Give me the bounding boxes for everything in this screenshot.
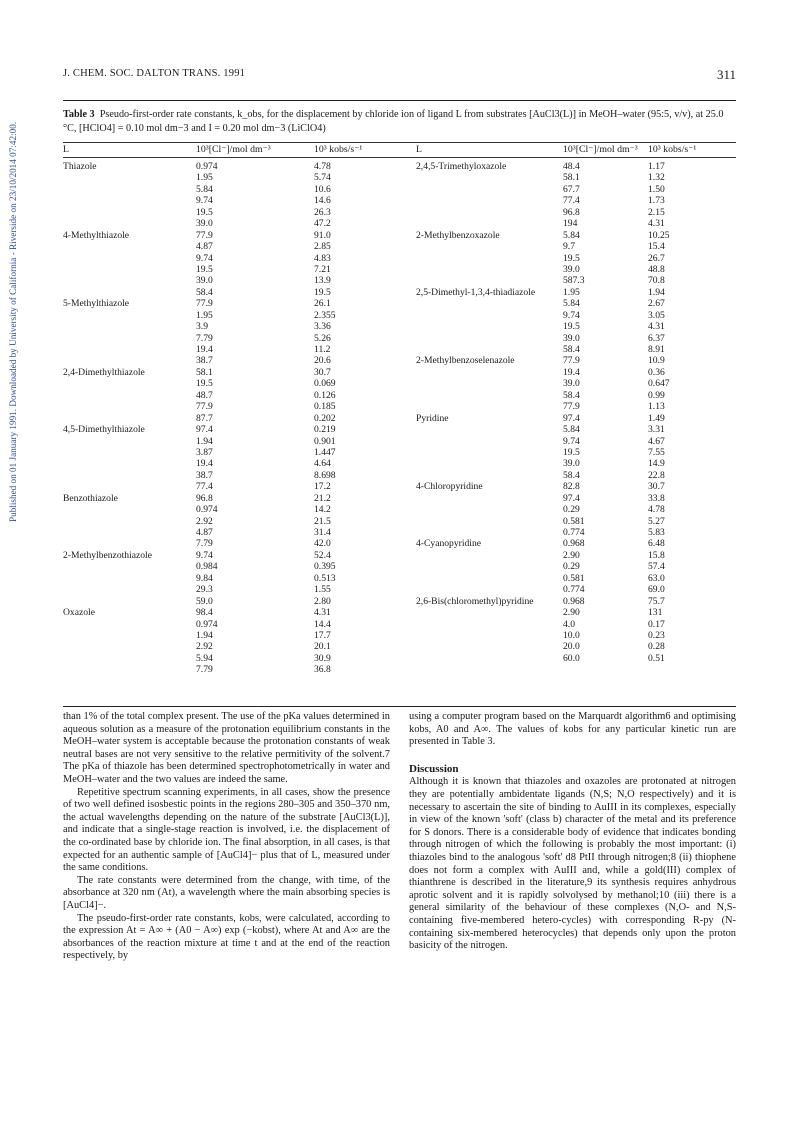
table-cell-ligand xyxy=(416,390,535,401)
table-cell-kobs: 0.17 xyxy=(648,618,665,630)
table-cell-cl: 98.4 xyxy=(196,607,213,619)
table-cell-cl: 2.92 xyxy=(196,515,213,527)
table-cell-kobs: 42.0 xyxy=(314,538,331,550)
table-cell-kobs: 11.2 xyxy=(314,344,331,355)
table-cell-kobs: 26.1 xyxy=(314,298,331,310)
table-cell-cl: 7.79 xyxy=(196,332,213,344)
table-cell-ligand xyxy=(63,527,152,538)
table-cell-cl: 1.95 xyxy=(563,286,580,298)
table-cell-cl: 58.4 xyxy=(563,344,580,355)
table-cell-kobs: 21.2 xyxy=(314,492,331,504)
table-cell-ligand xyxy=(63,596,152,607)
paragraph: than 1% of the total complex present. The use of the pKa values determined in aqueous solution as a measure of the protonation equilibrium constants in the MeOH–water system is acceptable because the protonation constants of weak neutral bases are not very sensitive to the relative permitivity of the solvent.7 The pKa of thiazole has been determined spectrophotometrically in water and MeOH–water and the two values are indeed the same. xyxy=(63,711,390,785)
table-cell-cl: 5.84 xyxy=(563,229,580,241)
table-cell-ligand: 4-Cyanopyridine xyxy=(416,538,482,550)
table-cell-kobs: 0.51 xyxy=(648,652,665,664)
table-cell-ligand xyxy=(416,493,535,504)
table-cell-kobs: 20.6 xyxy=(314,355,331,367)
table-cell-ligand: 5-Methylthiazole xyxy=(63,298,130,310)
table-cell-kobs: 1.49 xyxy=(648,412,665,424)
table-cell-ligand xyxy=(63,195,152,206)
table-cell-kobs: 1.73 xyxy=(648,195,665,207)
table-cell-cl: 9.7 xyxy=(563,241,575,253)
table-cell-kobs: 63.0 xyxy=(648,572,665,584)
table-cell-kobs: 2.85 xyxy=(314,241,331,253)
table-cell-cl: 1.94 xyxy=(196,629,213,641)
table-cell-kobs: 8.91 xyxy=(648,344,665,355)
table-cell-kobs: 0.069 xyxy=(314,378,336,390)
table-cell-kobs: 52.4 xyxy=(314,549,331,561)
table-cell-ligand xyxy=(63,561,152,572)
table-cell-cl: 0.29 xyxy=(563,504,580,516)
table-cell-kobs: 91.0 xyxy=(314,229,331,241)
table-cell-ligand xyxy=(416,447,535,458)
table-cell-kobs: 47.2 xyxy=(314,218,331,230)
table-cell-ligand xyxy=(416,470,535,481)
table-cell-ligand xyxy=(416,424,535,435)
table-cell-cl: 38.7 xyxy=(196,469,213,481)
table-cell-ligand xyxy=(63,287,152,298)
table-cell-cl: 5.84 xyxy=(196,183,213,195)
table-cell-kobs: 1.94 xyxy=(648,286,665,298)
table-cell-cl: 97.4 xyxy=(563,412,580,424)
table-cell-ligand xyxy=(416,264,535,275)
table-cell-cl: 67.7 xyxy=(563,183,580,195)
right-cl-column xyxy=(563,161,585,664)
table-cell-kobs: 14.9 xyxy=(648,458,665,470)
table-cell-cl: 0.968 xyxy=(563,595,585,607)
table-cell-cl: 9.74 xyxy=(196,195,213,207)
table-cell-kobs: 33.8 xyxy=(648,492,665,504)
table-cell-kobs: 0.23 xyxy=(648,629,665,641)
table-cell-ligand xyxy=(63,630,152,641)
table-cell-ligand xyxy=(416,584,535,595)
table-cell-kobs: 4.31 xyxy=(648,218,665,230)
table-label: Table 3 xyxy=(63,109,95,120)
table-cell-ligand xyxy=(63,653,152,664)
table-caption xyxy=(63,108,736,136)
table-cell-ligand xyxy=(416,218,535,229)
table-cell-cl: 58.1 xyxy=(563,172,580,184)
table-cell-cl: 1.95 xyxy=(196,309,213,321)
table-cell-cl: 5.94 xyxy=(196,652,213,664)
table-cell-cl: 39.0 xyxy=(196,218,213,230)
table-cell-cl: 87.7 xyxy=(196,412,213,424)
table-cell-ligand: 2,4,5-Trimethyloxazole xyxy=(416,161,507,172)
table-cell-ligand xyxy=(416,504,535,515)
table-cell-ligand xyxy=(416,458,535,469)
table-cell-ligand xyxy=(416,561,535,572)
table-cell-cl: 3.9 xyxy=(196,321,208,333)
table-cell-cl: 2.90 xyxy=(563,549,580,561)
table-cell-ligand xyxy=(63,241,152,252)
table-cell-cl: 82.8 xyxy=(563,481,580,493)
table-cell-ligand xyxy=(63,619,152,630)
journal-header: J. CHEM. SOC. DALTON TRANS. 1991 xyxy=(63,68,246,79)
table-cell-ligand xyxy=(416,607,535,618)
table-subhead-rule xyxy=(63,157,736,158)
table-cell-cl: 4.0 xyxy=(563,618,575,630)
table-cell-kobs: 4.78 xyxy=(648,504,665,516)
table-cell-ligand xyxy=(416,333,535,344)
table-cell-ligand: 2,6-Bis(chloromethyl)pyridine xyxy=(416,595,534,607)
table-cell-cl: 0.581 xyxy=(563,572,585,584)
table-cell-kobs: 0.647 xyxy=(648,378,670,390)
table-cell-cl: 3.87 xyxy=(196,446,213,458)
header-ligand-right: L xyxy=(416,144,422,155)
header-cl-right: 10³[Cl⁻]/mol dm⁻³ xyxy=(563,144,638,155)
table-cell-kobs: 0.219 xyxy=(314,424,336,436)
table-cell-cl: 77.9 xyxy=(196,401,213,413)
table-cell-kobs: 1.32 xyxy=(648,172,665,184)
table-cell-ligand xyxy=(416,619,535,630)
table-cell-ligand xyxy=(416,172,535,183)
table-cell-cl: 4.87 xyxy=(196,527,213,538)
table-cell-ligand: 4-Chloropyridine xyxy=(416,481,483,493)
table-cell-cl: 5.84 xyxy=(563,424,580,436)
table-cell-kobs: 1.50 xyxy=(648,183,665,195)
table-cell-kobs: 0.185 xyxy=(314,401,336,413)
table-cell-cl: 29.3 xyxy=(196,584,213,596)
table-cell-kobs: 21.5 xyxy=(314,515,331,527)
table-cell-ligand xyxy=(416,207,535,218)
table-cell-cl: 9.74 xyxy=(563,435,580,447)
table-cell-cl: 1.94 xyxy=(196,435,213,447)
table-cell-cl: 0.968 xyxy=(563,538,585,550)
table-cell-cl: 19.5 xyxy=(196,263,213,275)
table-cell-ligand xyxy=(416,344,535,355)
table-cell-cl: 0.974 xyxy=(196,161,218,172)
table-cell-kobs: 5.26 xyxy=(314,332,331,344)
table-cell-ligand xyxy=(416,253,535,264)
table-cell-ligand xyxy=(416,516,535,527)
table-cell-ligand: 2-Methylbenzoselenazole xyxy=(416,355,515,367)
right-ligand-column xyxy=(416,161,535,641)
table-cell-kobs: 0.513 xyxy=(314,572,336,584)
table-cell-cl: 0.774 xyxy=(563,584,585,596)
table-cell-cl: 77.9 xyxy=(196,298,213,310)
table-cell-cl: 194 xyxy=(563,218,578,230)
table-cell-cl: 5.84 xyxy=(563,298,580,310)
table-cell-kobs: 131 xyxy=(648,607,663,619)
table-cell-kobs: 4.83 xyxy=(314,252,331,264)
left-kobs-column xyxy=(314,161,336,676)
table-cell-cl: 97.4 xyxy=(563,492,580,504)
table-cell-kobs: 10.6 xyxy=(314,183,331,195)
table-cell-ligand xyxy=(63,413,152,424)
table-cell-kobs: 5.27 xyxy=(648,515,665,527)
table-cell-cl: 4.87 xyxy=(196,241,213,253)
table-cell-ligand xyxy=(416,184,535,195)
table-cell-kobs: 4.31 xyxy=(314,607,331,619)
table-cell-kobs: 3.36 xyxy=(314,321,331,333)
table-cell-cl: 19.5 xyxy=(563,446,580,458)
table-cell-ligand xyxy=(63,207,152,218)
table-cell-cl: 587.3 xyxy=(563,275,585,287)
table-cell-ligand xyxy=(63,378,152,389)
left-cl-column xyxy=(196,161,218,676)
table-cell-kobs: 26.7 xyxy=(648,252,665,264)
table-cell-kobs: 5.74 xyxy=(314,172,331,184)
table-cell-ligand xyxy=(416,527,535,538)
table-cell-ligand xyxy=(63,584,152,595)
table-cell-kobs: 6.37 xyxy=(648,332,665,344)
table-cell-cl: 96.8 xyxy=(196,492,213,504)
table-cell-ligand xyxy=(416,401,535,412)
table-cell-cl: 1.95 xyxy=(196,172,213,184)
table-cell-kobs: 0.395 xyxy=(314,561,336,573)
table-cell-ligand xyxy=(63,401,152,412)
right-text-column xyxy=(409,711,736,953)
table-cell-ligand: Benzothiazole xyxy=(63,492,118,504)
page-number: 311 xyxy=(716,67,736,82)
table-cell-kobs: 10.9 xyxy=(648,355,665,367)
table-cell-cl: 19.5 xyxy=(563,252,580,264)
table-cell-ligand xyxy=(416,195,535,206)
table-cell-cl: 0.974 xyxy=(196,618,218,630)
right-kobs-column xyxy=(648,161,670,664)
table-cell-ligand xyxy=(63,481,152,492)
table-cell-ligand xyxy=(416,310,535,321)
table-cell-ligand: Pyridine xyxy=(416,412,449,424)
table-cell-kobs: 7.55 xyxy=(648,446,665,458)
table-cell-ligand xyxy=(63,218,152,229)
table-cell-ligand xyxy=(63,504,152,515)
top-rule xyxy=(63,100,736,101)
table-cell-kobs: 1.17 xyxy=(648,161,665,172)
table-cell-cl: 7.79 xyxy=(196,664,213,676)
table-cell-ligand: 4,5-Dimethylthiazole xyxy=(63,424,145,436)
table-cell-kobs: 5.83 xyxy=(648,527,665,538)
table-cell-cl: 58.4 xyxy=(563,389,580,401)
table-cell-cl: 77.4 xyxy=(563,195,580,207)
table-cell-kobs: 0.36 xyxy=(648,366,665,378)
header-kobs-right: 10³ kobs/s⁻¹ xyxy=(648,144,697,155)
table-cell-kobs: 30.7 xyxy=(314,366,331,378)
table-head-rule xyxy=(63,142,736,143)
table-cell-ligand: Thiazole xyxy=(63,161,97,172)
table-cell-kobs: 14.2 xyxy=(314,504,331,516)
table-cell-kobs: 10.25 xyxy=(648,229,670,241)
table-cell-cl: 9.84 xyxy=(196,572,213,584)
table-cell-ligand: 2-Methylbenzothiazole xyxy=(63,549,152,561)
table-cell-cl: 39.0 xyxy=(563,332,580,344)
table-cell-ligand xyxy=(63,321,152,332)
table-cell-kobs: 2.80 xyxy=(314,595,331,607)
table-cell-cl: 97.4 xyxy=(196,424,213,436)
table-cell-cl: 77.9 xyxy=(196,229,213,241)
table-cell-ligand: 2,5-Dimethyl-1,3,4-thiadiazole xyxy=(416,286,536,298)
header-cl-left: 10³[Cl⁻]/mol dm⁻³ xyxy=(196,144,271,155)
table-cell-cl: 60.0 xyxy=(563,652,580,664)
table-cell-ligand: 2,4-Dimethylthiazole xyxy=(63,366,145,378)
table-cell-ligand xyxy=(416,630,535,641)
table-cell-kobs: 6.48 xyxy=(648,538,665,550)
table-cell-cl: 19.5 xyxy=(563,321,580,333)
table-cell-kobs: 1.55 xyxy=(314,584,331,596)
table-cell-cl: 39.0 xyxy=(563,458,580,470)
table-cell-cl: 2.90 xyxy=(563,607,580,619)
header-ligand-left: L xyxy=(63,144,69,155)
table-cell-cl: 77.9 xyxy=(563,401,580,413)
table-cell-ligand xyxy=(416,573,535,584)
table-cell-kobs: 19.5 xyxy=(314,286,331,298)
table-cell-kobs: 30.7 xyxy=(648,481,665,493)
table-cell-ligand xyxy=(63,184,152,195)
table-cell-cl: 58.1 xyxy=(196,366,213,378)
table-cell-cl: 10.0 xyxy=(563,629,580,641)
table-cell-cl: 19.4 xyxy=(563,366,580,378)
table-cell-cl: 19.4 xyxy=(196,458,213,470)
table-cell-cl: 0.984 xyxy=(196,561,218,573)
table-cell-kobs: 0.99 xyxy=(648,389,665,401)
paragraph: Although it is known that thiazoles and oxazoles are protonated at nitrogen they are potentially ambidentate ligands (N,S; N,O respectively) and it is necessary to ascertain the site of binding to AuIII in its complexes, especially in view of the known 'soft' (class b) character of the metal and its preference for S donors. There is a considerable body of evidence that indicates bonding through nitrogen of which the following is probably the most important: (i) thiazoles bind to the analogous 'soft' d8 PtII through nitrogen;8 (ii) thiophene does not form a complex with AuIII and, while a gold(III) complex of thianthrene is described in the literature,9 its synthesis requires anhydrous aprotic solvent and it is rapidly solvolysed by methanol;10 (iii) there is a general similarity of the behaviour of these complexes (N,O- and N,S-containing five-membered hetero-cycles) with corresponding R-py (N-containing six-membered heterocycles) that depends only upon the proton basicity of the nitrogen. xyxy=(409,776,736,952)
table-cell-kobs: 15.8 xyxy=(648,549,665,561)
table-cell-cl: 39.0 xyxy=(196,275,213,287)
table-cell-cl: 77.4 xyxy=(196,481,213,493)
table-cell-kobs: 26.3 xyxy=(314,206,331,218)
table-cell-cl: 2.92 xyxy=(196,641,213,653)
table-cell-kobs: 36.8 xyxy=(314,664,331,676)
table-cell-kobs: 2.355 xyxy=(314,309,336,321)
table-cell-kobs: 3.31 xyxy=(648,424,665,436)
table-cell-kobs: 8.698 xyxy=(314,469,336,481)
table-cell-ligand xyxy=(63,355,152,366)
table-cell-kobs: 14.4 xyxy=(314,618,331,630)
table-cell-ligand xyxy=(63,275,152,286)
table-cell-kobs: 17.7 xyxy=(314,629,331,641)
paragraph: Repetitive spectrum scanning experiments, in all cases, show the presence of two well defined isosbestic points in the regions 280–305 and 350–370 nm, the actual wavelengths depending on the nature of the substrate [AuCl3(L)], and indicate that a single-stage reaction is involved, i.e. the displacement of the co-ordinated base by chloride ion. The final absorption, in all cases, is that expected for an authentic sample of [AuCl4]− plus that of L, measured under the same conditions. xyxy=(63,786,390,874)
table-cell-kobs: 22.8 xyxy=(648,469,665,481)
table-cell-kobs: 0.28 xyxy=(648,641,665,653)
table-cell-kobs: 0.202 xyxy=(314,412,336,424)
table-cell-kobs: 20.1 xyxy=(314,641,331,653)
table-cell-cl: 0.581 xyxy=(563,515,585,527)
table-cell-kobs: 0.126 xyxy=(314,389,336,401)
table-cell-kobs: 48.8 xyxy=(648,263,665,275)
table-cell-kobs: 30.9 xyxy=(314,652,331,664)
table-cell-cl: 19.4 xyxy=(196,344,213,355)
table-cell-kobs: 3.05 xyxy=(648,309,665,321)
table-cell-cl: 96.8 xyxy=(563,206,580,218)
table-cell-ligand xyxy=(63,390,152,401)
table-cell-ligand xyxy=(63,470,152,481)
table-cell-ligand xyxy=(416,321,535,332)
table-cell-cl: 58.4 xyxy=(196,286,213,298)
table-cell-kobs: 2.67 xyxy=(648,298,665,310)
table-cell-ligand xyxy=(63,458,152,469)
table-cell-ligand xyxy=(63,447,152,458)
table-cell-cl: 59.0 xyxy=(196,595,213,607)
table-cell-cl: 9.74 xyxy=(563,309,580,321)
table-cell-cl: 39.0 xyxy=(563,263,580,275)
paragraph: using a computer program based on the Marquardt algorithm6 and optimising kobs, A0 and A∞. The values of kobs for any particular kinetic run are presented in Table 3. xyxy=(409,711,736,748)
table-cell-ligand: 2-Methylbenzoxazole xyxy=(416,229,500,241)
table-cell-cl: 19.5 xyxy=(196,206,213,218)
table-cell-cl: 0.974 xyxy=(196,504,218,516)
section-heading: Discussion xyxy=(409,762,459,775)
table-cell-kobs: 31.4 xyxy=(314,527,331,538)
table-cell-cl: 48.7 xyxy=(196,389,213,401)
table-cell-ligand xyxy=(416,436,535,447)
table-cell-cl: 38.7 xyxy=(196,355,213,367)
table-cell-kobs: 4.64 xyxy=(314,458,331,470)
table-cell-ligand xyxy=(63,436,152,447)
table-cell-ligand xyxy=(63,172,152,183)
publication-side-note: Published on 01 January 1991. Downloaded by University of California - Riverside on 23/10/2014 07:42:00. xyxy=(8,121,18,522)
table-cell-cl: 77.9 xyxy=(563,355,580,367)
table-bottom-rule xyxy=(63,706,736,707)
table-cell-cl: 7.79 xyxy=(196,538,213,550)
table-cell-kobs: 0.901 xyxy=(314,435,336,447)
table-cell-kobs: 2.15 xyxy=(648,206,665,218)
table-cell-kobs: 17.2 xyxy=(314,481,331,493)
table-cell-cl: 9.74 xyxy=(196,252,213,264)
table-cell-cl: 9.74 xyxy=(196,549,213,561)
table-cell-kobs: 70.8 xyxy=(648,275,665,287)
table-cell-kobs: 4.78 xyxy=(314,161,331,172)
table-cell-kobs: 15.4 xyxy=(648,241,665,253)
header-kobs-left: 10³ kobs/s⁻¹ xyxy=(314,144,363,155)
table-cell-kobs: 57.4 xyxy=(648,561,665,573)
table-cell-kobs: 4.67 xyxy=(648,435,665,447)
table-cell-kobs: 14.6 xyxy=(314,195,331,207)
paragraph: The rate constants were determined from the change, with time, of the absorbance at 320 nm (At), a wavelength where the main absorbing species is [AuCl4]−. xyxy=(63,874,390,911)
table-cell-ligand xyxy=(63,538,152,549)
table-cell-ligand: 4-Methylthiazole xyxy=(63,229,130,241)
table-cell-cl: 48.4 xyxy=(563,161,580,172)
table-cell-ligand xyxy=(63,344,152,355)
table-cell-ligand xyxy=(63,264,152,275)
table-cell-ligand xyxy=(416,550,535,561)
table-cell-ligand xyxy=(416,378,535,389)
table-cell-ligand xyxy=(416,298,535,309)
table-cell-kobs: 1.447 xyxy=(314,446,336,458)
table-cell-cl: 0.774 xyxy=(563,527,585,538)
table-cell-kobs: 4.31 xyxy=(648,321,665,333)
table-cell-ligand xyxy=(63,253,152,264)
table-cell-cl: 39.0 xyxy=(563,378,580,390)
table-cell-kobs: 13.9 xyxy=(314,275,331,287)
paragraph: The pseudo-first-order rate constants, kobs, were calculated, according to the expression At = A∞ + (A0 − A∞) exp (−kobst), where At and A∞ are the absorbances of the reaction mixture at time t and at the end of the reaction respectively, by xyxy=(63,912,390,962)
table-cell-cl: 0.29 xyxy=(563,561,580,573)
table-cell-ligand xyxy=(63,573,152,584)
left-text-column xyxy=(63,711,390,963)
table-caption-text: Pseudo-first-order rate constants, k_obs, for the displacement by chloride ion of ligand L from substrates [AuCl3(L)] in MeOH–water (95:5, v/v), at 25.0 °C, [HClO4] = 0.10 mol dm−3 and I = 0.20 mol dm−3 (LiClO4) xyxy=(63,109,724,134)
table-cell-cl: 20.0 xyxy=(563,641,580,653)
table-cell-cl: 58.4 xyxy=(563,469,580,481)
table-cell-kobs: 7.21 xyxy=(314,263,331,275)
left-ligand-column xyxy=(63,161,152,664)
table-cell-kobs: 75.7 xyxy=(648,595,665,607)
table-cell-ligand xyxy=(416,275,535,286)
table-cell-ligand xyxy=(416,241,535,252)
table-cell-ligand xyxy=(63,310,152,321)
table-cell-kobs: 69.0 xyxy=(648,584,665,596)
table-cell-ligand xyxy=(63,641,152,652)
table-cell-cl: 19.5 xyxy=(196,378,213,390)
table-cell-ligand xyxy=(63,333,152,344)
table-cell-kobs: 1.13 xyxy=(648,401,665,413)
table-cell-ligand: Oxazole xyxy=(63,607,95,619)
table-cell-ligand xyxy=(416,367,535,378)
table-cell-ligand xyxy=(63,516,152,527)
